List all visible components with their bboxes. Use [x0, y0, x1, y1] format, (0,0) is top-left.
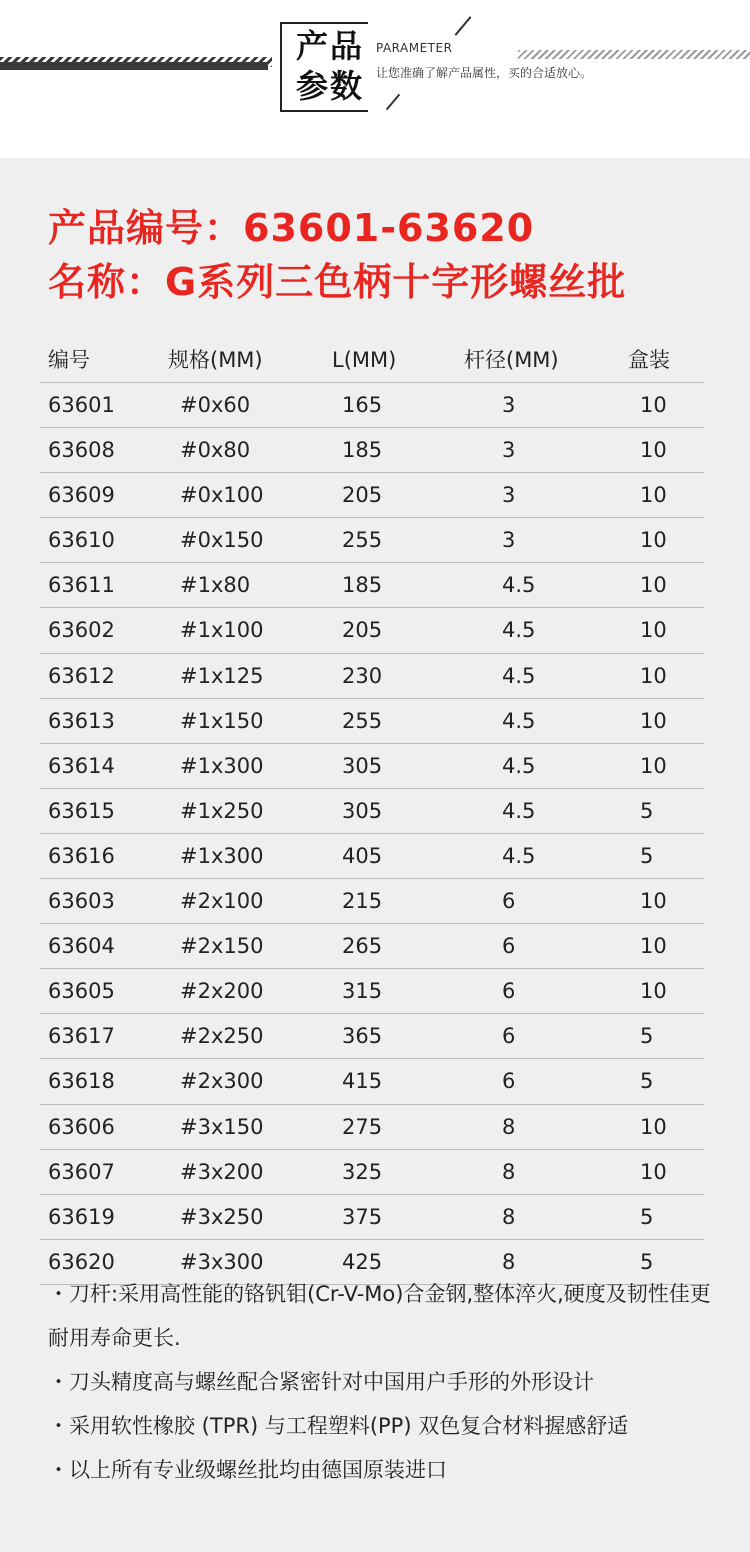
- cell-code: 63604: [48, 934, 115, 959]
- cell-code: 63608: [48, 438, 115, 463]
- cell-length: 275: [342, 1114, 383, 1139]
- cell-spec: #3x250: [180, 1204, 264, 1229]
- table-row: [40, 1150, 704, 1195]
- section-title-line1: 产品: [296, 27, 365, 65]
- cell-code: 63614: [48, 753, 115, 778]
- cell-shank: 3: [502, 438, 516, 463]
- table-row: [40, 1059, 704, 1104]
- cell-spec: #3x200: [180, 1159, 264, 1184]
- section-subtitle: 让您准确了解产品属性，买的合适放心。: [376, 66, 593, 80]
- cell-length: 165: [342, 393, 383, 417]
- cell-box: 5: [640, 1204, 654, 1229]
- table-row: [40, 473, 704, 518]
- cell-code: 63601: [48, 393, 115, 417]
- cell-shank: 6: [502, 1069, 516, 1094]
- cell-shank: 6: [502, 889, 516, 914]
- note-item: ・以上所有专业级螺丝批均由德国原装进口: [48, 1458, 447, 1482]
- column-header-code: 编号: [48, 348, 90, 372]
- cell-box: 10: [640, 889, 667, 914]
- table-row: [40, 428, 704, 473]
- table-row: [40, 879, 704, 924]
- cell-code: 63609: [48, 483, 115, 508]
- note-item: ・采用软性橡胶 (TPR) 与工程塑料(PP) 双色复合材料握感舒适: [48, 1414, 629, 1438]
- cell-box: 10: [640, 438, 667, 463]
- cell-shank: 8: [502, 1249, 516, 1274]
- cell-length: 305: [342, 798, 383, 823]
- cell-code: 63615: [48, 798, 115, 823]
- cell-box: 10: [640, 663, 667, 688]
- cell-box: 10: [640, 528, 667, 553]
- note-item: ・刀头精度高与螺丝配合紧密针对中国用户手形的外形设计: [48, 1370, 594, 1394]
- section-title: [296, 26, 364, 106]
- column-header-spec: 规格(MM): [168, 348, 263, 372]
- cell-box: 10: [640, 1114, 667, 1139]
- cell-code: 63606: [48, 1114, 115, 1139]
- spec-table: [40, 338, 704, 1285]
- table-row: [40, 608, 704, 653]
- cell-shank: 3: [502, 528, 516, 553]
- table-row: [40, 518, 704, 563]
- cell-box: 5: [640, 1069, 654, 1094]
- cell-spec: #1x80: [180, 573, 251, 598]
- cell-code: 63602: [48, 618, 115, 643]
- cell-length: 185: [342, 438, 383, 463]
- cell-shank: 4.5: [502, 708, 536, 733]
- cell-shank: 8: [502, 1114, 516, 1139]
- cell-length: 230: [342, 663, 383, 688]
- cell-spec: #0x60: [180, 393, 251, 417]
- cell-length: 315: [342, 979, 383, 1004]
- cell-length: 375: [342, 1204, 383, 1229]
- cell-shank: 8: [502, 1159, 516, 1184]
- cell-spec: #1x100: [180, 618, 264, 643]
- cell-box: 10: [640, 618, 667, 643]
- table-row: [40, 924, 704, 969]
- cell-box: 10: [640, 393, 667, 417]
- product-code-heading: 产品编号：63601-63620: [48, 206, 535, 250]
- cell-shank: 6: [502, 934, 516, 959]
- column-header-length: L(MM): [332, 348, 397, 372]
- cell-length: 365: [342, 1024, 383, 1049]
- cell-shank: 4.5: [502, 618, 536, 643]
- cell-box: 5: [640, 798, 654, 823]
- decorative-bar-left: [0, 62, 268, 70]
- cell-spec: #3x150: [180, 1114, 264, 1139]
- cell-spec: #2x300: [180, 1069, 264, 1094]
- table-row: [40, 1195, 704, 1240]
- cell-shank: 6: [502, 1024, 516, 1049]
- cell-shank: 6: [502, 979, 516, 1004]
- cell-length: 415: [342, 1069, 383, 1094]
- cell-code: 63611: [48, 573, 115, 598]
- cell-spec: #2x100: [180, 889, 264, 914]
- cell-box: 5: [640, 1024, 654, 1049]
- cell-length: 255: [342, 708, 383, 733]
- cell-spec: #1x300: [180, 753, 264, 778]
- table-row: [40, 563, 704, 608]
- cell-length: 405: [342, 843, 383, 868]
- cell-code: 63617: [48, 1024, 115, 1049]
- column-header-shank: 杆径(MM): [464, 348, 559, 372]
- cell-spec: #2x150: [180, 934, 264, 959]
- cell-box: 10: [640, 573, 667, 598]
- table-row: [40, 1014, 704, 1059]
- cell-box: 10: [640, 934, 667, 959]
- cell-spec: #1x150: [180, 708, 264, 733]
- cell-box: 10: [640, 708, 667, 733]
- cell-length: 205: [342, 483, 383, 508]
- cell-spec: #2x250: [180, 1024, 264, 1049]
- cell-code: 63610: [48, 528, 115, 553]
- cell-spec: #0x80: [180, 438, 251, 463]
- table-row: [40, 969, 704, 1014]
- cell-shank: 4.5: [502, 798, 536, 823]
- cell-code: 63607: [48, 1159, 115, 1184]
- cell-code: 63603: [48, 889, 115, 914]
- cell-spec: #3x300: [180, 1249, 264, 1274]
- cell-spec: #1x300: [180, 843, 264, 868]
- table-row: [40, 1105, 704, 1150]
- table-row: [40, 744, 704, 789]
- cell-length: 215: [342, 889, 383, 914]
- section-label-en: PARAMETER: [376, 41, 453, 55]
- cell-code: 63618: [48, 1069, 115, 1094]
- cell-spec: #0x100: [180, 483, 264, 508]
- cell-length: 265: [342, 934, 383, 959]
- cell-box: 10: [640, 1159, 667, 1184]
- cell-box: 10: [640, 979, 667, 1004]
- product-name-heading: 名称：G系列三色柄十字形螺丝批: [48, 260, 627, 304]
- table-header-row: [40, 338, 704, 383]
- cell-code: 63620: [48, 1249, 115, 1274]
- cell-shank: 4.5: [502, 753, 536, 778]
- cell-length: 185: [342, 573, 383, 598]
- cell-length: 425: [342, 1249, 383, 1274]
- cell-shank: 4.5: [502, 843, 536, 868]
- cell-box: 10: [640, 753, 667, 778]
- table-row: [40, 834, 704, 879]
- cell-length: 325: [342, 1159, 383, 1184]
- table-row: [40, 699, 704, 744]
- cell-length: 305: [342, 753, 383, 778]
- cell-box: 5: [640, 843, 654, 868]
- cell-shank: 4.5: [502, 573, 536, 598]
- cell-code: 63605: [48, 979, 115, 1004]
- section-title-line2: 参数: [296, 67, 365, 105]
- cell-code: 63612: [48, 663, 115, 688]
- feature-notes: [48, 1272, 713, 1492]
- cell-shank: 8: [502, 1204, 516, 1229]
- cell-code: 63619: [48, 1204, 115, 1229]
- cell-spec: #2x200: [180, 979, 264, 1004]
- cell-length: 205: [342, 618, 383, 643]
- decorative-stripe-right: [518, 50, 750, 59]
- table-row: [40, 654, 704, 699]
- cell-spec: #0x150: [180, 528, 264, 553]
- cell-length: 255: [342, 528, 383, 553]
- cell-code: 63613: [48, 708, 115, 733]
- table-row: [40, 383, 704, 428]
- cell-shank: 3: [502, 483, 516, 508]
- cell-shank: 4.5: [502, 663, 536, 688]
- cell-shank: 3: [502, 393, 516, 417]
- cell-box: 5: [640, 1249, 654, 1274]
- note-item: ・刀杆:采用高性能的铬钒钼(Cr-V-Mo)合金钢,整体淬火,硬度及韧性佳更耐用寿命更长.: [48, 1282, 711, 1350]
- cell-code: 63616: [48, 843, 115, 868]
- cell-spec: #1x250: [180, 798, 264, 823]
- cell-spec: #1x125: [180, 663, 264, 688]
- table-row: [40, 789, 704, 834]
- header-banner: [0, 0, 750, 158]
- cell-box: 10: [640, 483, 667, 508]
- column-header-box: 盒装: [628, 348, 670, 372]
